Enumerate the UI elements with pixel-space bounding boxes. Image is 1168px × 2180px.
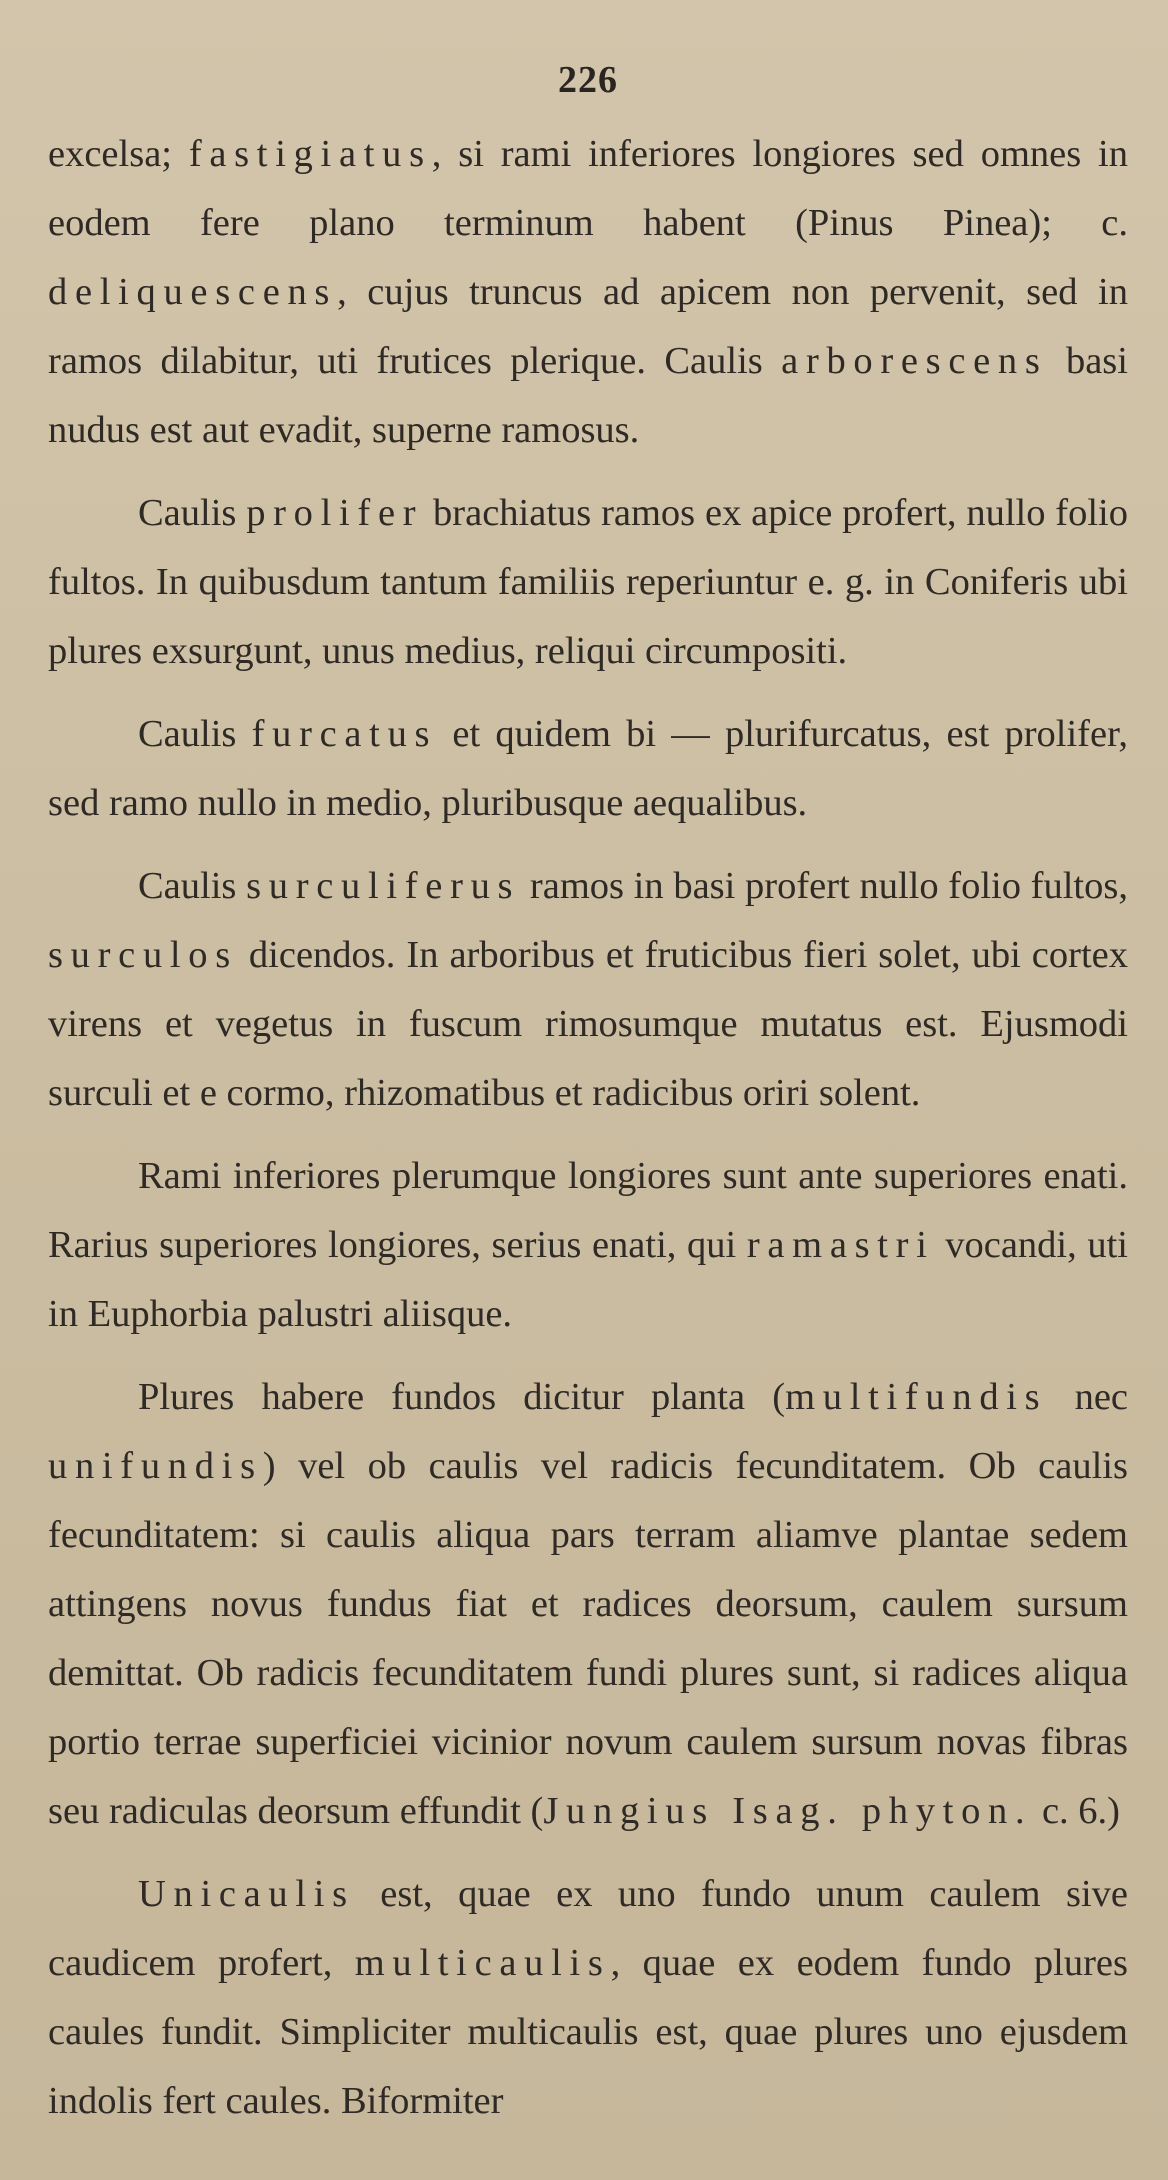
paragraph xyxy=(48,479,1128,686)
text-run: , si rami inferiores longiores sed omnes in eodem fere plano terminum habent (Pinus Pinea); c. xyxy=(48,133,1128,244)
spaced-term: Unicaulis xyxy=(138,1873,355,1915)
text-run: , cujus truncus ad apicem non pervenit, sed in ramos dilabitur, uti frutices plerique. Caulis xyxy=(48,271,1128,382)
text-run: basi nudus est aut evadit, superne ramosus. xyxy=(48,340,1128,451)
text-run: Caulis xyxy=(138,492,247,534)
text-run: Caulis xyxy=(138,713,252,755)
spaced-term: surculos xyxy=(48,934,238,976)
spaced-term: multifundis xyxy=(785,1376,1048,1418)
paragraph xyxy=(48,1860,1128,2136)
body-text xyxy=(48,120,1128,2136)
text-run: nec xyxy=(1047,1376,1128,1418)
text-run: vocandi, uti in Euphorbia palustri aliisque. xyxy=(48,1224,1128,1335)
spaced-term: furcatus xyxy=(251,713,438,755)
paragraph xyxy=(48,1142,1128,1349)
spaced-term: multicaulis xyxy=(354,1942,611,1984)
text-run: Plures habere fundos dicitur planta ( xyxy=(138,1376,786,1418)
page-number: 226 xyxy=(558,59,618,101)
paragraph xyxy=(48,852,1128,1128)
text-run: c. 6.) xyxy=(1032,1790,1120,1832)
spaced-term: deliquescens xyxy=(48,271,338,313)
paragraph xyxy=(48,700,1128,838)
text-run: excelsa; xyxy=(48,133,189,175)
spaced-term: unifundis xyxy=(48,1445,263,1487)
text-run: et quidem bi — plurifurcatus, est prolifer, sed ramo nullo in medio, pluribusque aequalibus. xyxy=(48,713,1128,824)
spaced-term: surculiferus xyxy=(246,865,521,907)
spaced-term: Jungius Isag. phyton. xyxy=(543,1790,1033,1832)
text-run: ) vel ob caulis vel radicis fecunditatem. Ob caulis fecunditatem: si caulis aliqua pars terram aliamve plantae sedem attingens novus fundus fiat et radices deorsum, caulem sursum demittat. Ob radicis fecunditatem fundi plures sunt, si radices aliqua portio terrae superficiei vicinior novum caulem sursum novas fibras seu radiculas deorsum effundit ( xyxy=(48,1445,1128,1832)
text-run: brachiatus ramos ex apice profert, nullo folio fultos. In quibusdum tantum familiis reperiuntur e. g. in Coniferis ubi plures exsurgunt, unus medius, reliqui circumpositi. xyxy=(48,492,1128,672)
text-run: Caulis xyxy=(138,865,247,907)
text-run: Rami inferiores plerumque longiores sunt ante superiores enati. Rarius superiores longiores, serius enati, qui xyxy=(48,1155,1128,1266)
spaced-term: fastigiatus xyxy=(188,133,432,175)
spaced-term: prolifer xyxy=(246,492,424,534)
paragraph xyxy=(48,1363,1128,1846)
text-run: ramos in basi profert nullo folio fultos, xyxy=(520,865,1128,907)
text-run: dicendos. In arboribus et fruticibus fieri solet, ubi cortex virens et vegetus in fuscum rimosumque mutatus est. Ejusmodi surculi et e cormo, rhizomatibus et radicibus oriri solent. xyxy=(48,934,1128,1114)
spaced-term: arborescens xyxy=(781,340,1048,382)
text-run: , quae ex eodem fundo plures caules fundit. Simpliciter multicaulis est, quae plures uno ejusdem indolis fert caules. Biformiter xyxy=(48,1942,1129,2122)
paragraph xyxy=(48,120,1128,465)
text-run: est, quae ex uno fundo unum caulem sive caudicem profert, xyxy=(48,1873,1128,1984)
spaced-term: ramastri xyxy=(746,1224,935,1266)
